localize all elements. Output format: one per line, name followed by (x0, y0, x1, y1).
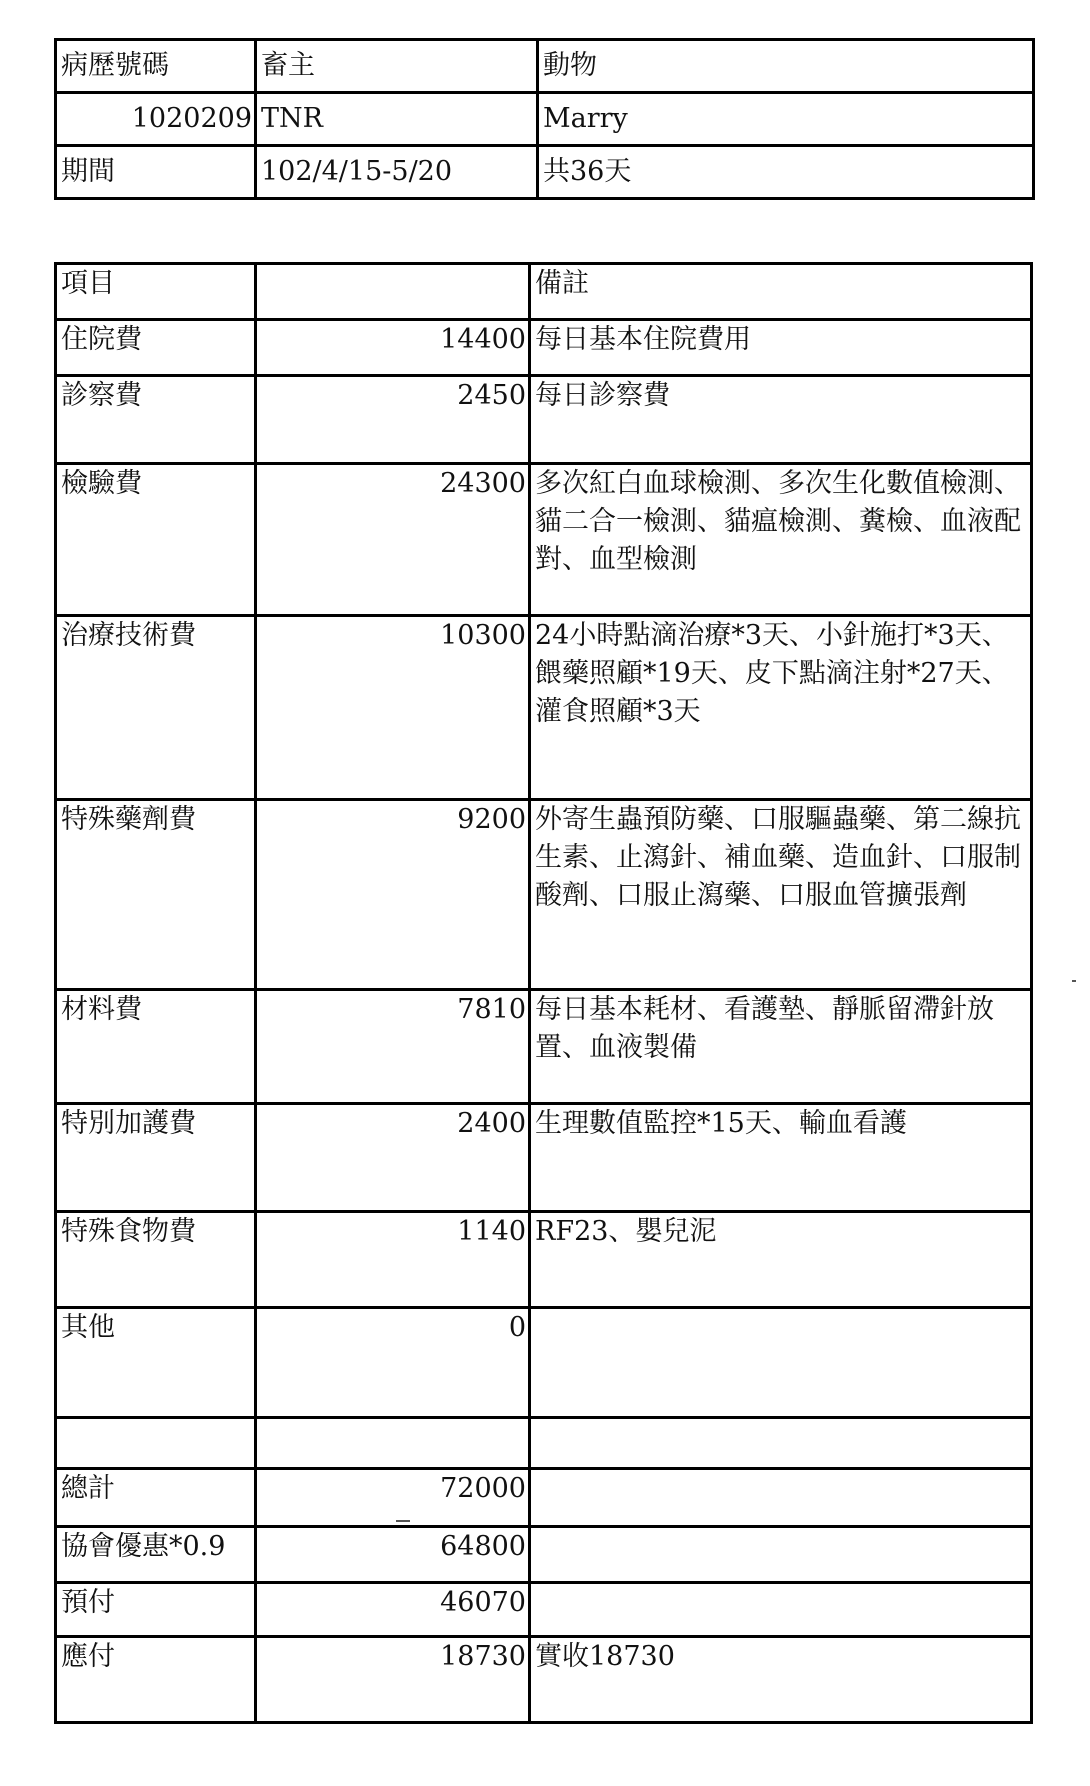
animal-label: 動物 (538, 40, 1034, 93)
fee-item: 診察費 (56, 376, 256, 464)
discount-row (56, 1527, 1032, 1583)
fee-row (56, 376, 1032, 464)
fee-item: 特殊食物費 (56, 1212, 256, 1308)
prepaid-label: 預付 (56, 1583, 256, 1637)
fee-row (56, 320, 1032, 376)
payable-row (56, 1637, 1032, 1723)
fee-note: 每日診察費 (530, 376, 1032, 464)
owner-value: TNR (256, 93, 538, 146)
fee-amount: 7810 (256, 990, 530, 1104)
fee-item: 特別加護費 (56, 1104, 256, 1212)
fee-amount: 0 (256, 1308, 530, 1418)
fee-note: 24小時點滴治療*3天、小針施打*3天、餵藥照顧*19天、皮下點滴注射*27天、灌食照顧*3天 (530, 616, 1032, 800)
fee-row (56, 464, 1032, 616)
record-header-table (54, 38, 1035, 200)
animal-value: Marry (538, 93, 1034, 146)
fee-note (530, 1308, 1032, 1418)
period-label: 期間 (56, 146, 256, 199)
fee-row (56, 1104, 1032, 1212)
record-no-label: 病歷號碼 (56, 40, 256, 93)
fee-amount: 2400 (256, 1104, 530, 1212)
fee-item: 檢驗費 (56, 464, 256, 616)
discount-amount: 64800 (256, 1527, 530, 1583)
fee-amount: 2450 (256, 376, 530, 464)
scan-speck (1072, 980, 1076, 982)
total-label: 總計 (56, 1469, 256, 1527)
fee-amount: 14400 (256, 320, 530, 376)
payable-amount: 18730 (256, 1637, 530, 1723)
total-note (530, 1469, 1032, 1527)
fee-row (56, 1308, 1032, 1418)
blank-cell (256, 1418, 530, 1469)
blank-cell (56, 1418, 256, 1469)
blank-cell (530, 1418, 1032, 1469)
fee-row (56, 990, 1032, 1104)
prepaid-note (530, 1583, 1032, 1637)
fee-note: 外寄生蟲預防藥、口服驅蟲藥、第二線抗生素、止瀉針、補血藥、造血針、口服制酸劑、口服止瀉藥、口服血管擴張劑 (530, 800, 1032, 990)
fee-item: 材料費 (56, 990, 256, 1104)
fee-item: 特殊藥劑費 (56, 800, 256, 990)
period-row (56, 146, 1034, 199)
fee-note: 生理數值監控*15天、輸血看護 (530, 1104, 1032, 1212)
blank-row (56, 1418, 1032, 1469)
period-total: 共36天 (538, 146, 1034, 199)
total-row (56, 1469, 1032, 1527)
fee-item: 住院費 (56, 320, 256, 376)
discount-note (530, 1527, 1032, 1583)
header-labels-row (56, 40, 1034, 93)
fee-note: RF23、嬰兒泥 (530, 1212, 1032, 1308)
items-header-row (56, 264, 1032, 320)
fee-amount: 24300 (256, 464, 530, 616)
prepaid-amount: 46070 (256, 1583, 530, 1637)
fee-note: 每日基本耗材、看護墊、靜脈留滯針放置、血液製備 (530, 990, 1032, 1104)
col-item-header: 項目 (56, 264, 256, 320)
fee-item: 治療技術費 (56, 616, 256, 800)
col-amount-header (256, 264, 530, 320)
fee-amount: 9200 (256, 800, 530, 990)
period-dates: 102/4/15-5/20 (256, 146, 538, 199)
fee-row (56, 616, 1032, 800)
owner-label: 畜主 (256, 40, 538, 93)
payable-label: 應付 (56, 1637, 256, 1723)
fee-row (56, 1212, 1032, 1308)
prepaid-row (56, 1583, 1032, 1637)
fee-row (56, 800, 1032, 990)
fee-note: 多次紅白血球檢測、多次生化數值檢測、貓二合一檢測、貓瘟檢測、糞檢、血液配對、血型檢測 (530, 464, 1032, 616)
col-note-header: 備註 (530, 264, 1032, 320)
fee-note: 每日基本住院費用 (530, 320, 1032, 376)
total-amount: 72000 (256, 1469, 530, 1527)
payable-note: 實收18730 (530, 1637, 1032, 1723)
header-values-row (56, 93, 1034, 146)
fee-items-table (54, 262, 1033, 1724)
fee-amount: 1140 (256, 1212, 530, 1308)
discount-label: 協會優惠*0.9 (56, 1527, 256, 1583)
scan-speck (396, 1520, 410, 1522)
fee-item: 其他 (56, 1308, 256, 1418)
fee-amount: 10300 (256, 616, 530, 800)
record-no-value: 1020209 (56, 93, 256, 146)
